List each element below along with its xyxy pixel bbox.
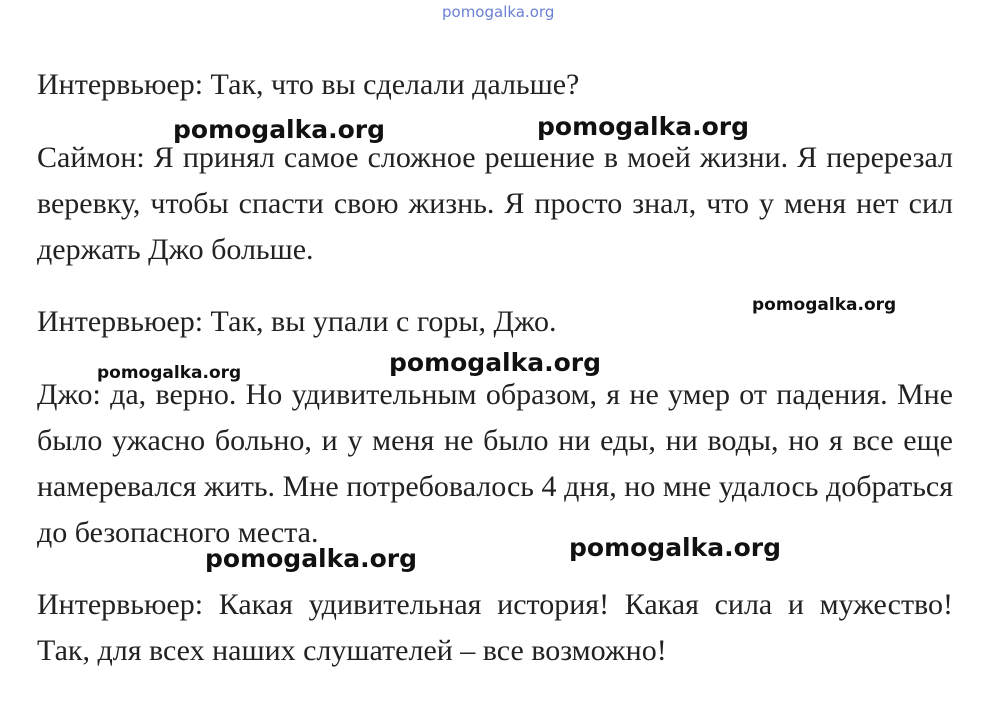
dialogue-line-interviewer-1: Интервьюер: Так, что вы сделали дальше?	[37, 68, 580, 101]
dialogue-line-interviewer-2: Интервьюер: Так, вы упали с горы, Джо.	[37, 305, 557, 338]
watermark: pomogalka.org	[205, 544, 418, 573]
watermark: pomogalka.org	[752, 295, 897, 315]
dialogue-line-interviewer-3: Интервьюер: Какая удивительная история! Какая сила и мужество! Так, для всех наших слушателей – все возможно!	[37, 588, 953, 667]
watermark: pomogalka.org	[537, 112, 750, 141]
watermark: pomogalka.org	[569, 533, 782, 562]
watermark-top: pomogalka.org	[442, 3, 555, 21]
watermark: pomogalka.org	[97, 363, 242, 383]
dialogue-line-simon: Саймон: Я принял самое сложное решение в моей жизни. Я перерезал веревку, чтобы спасти свою жизнь. Я просто знал, что у меня нет сил держать Джо больше.	[37, 141, 953, 266]
watermark: pomogalka.org	[389, 348, 602, 377]
dialogue-line-joe: Джо: да, верно. Но удивительным образом, я не умер от падения. Мне было ужасно больно, и у меня не было ни еды, ни воды, но я все еще намеревался жить. Мне потребовалось 4 дня, но мне удалось добраться до безопасного места.	[37, 378, 953, 549]
watermark: pomogalka.org	[173, 115, 386, 144]
